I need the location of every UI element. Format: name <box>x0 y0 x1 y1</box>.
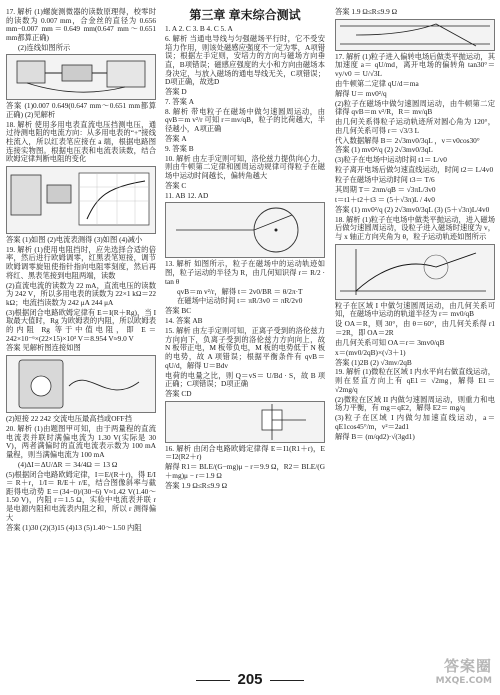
paragraph: 答案 CD <box>165 389 192 399</box>
circle-field-icon <box>166 203 324 257</box>
paragraph: 解得 B＝ (m/qd2)·√(3gd1) <box>335 431 415 441</box>
paragraph: 10. 解析 由左手定则可知，洛伦兹力提供向心力，则由牛顿第二定律和圆周运动规律可得粒子在磁场中运动时间越长，偏转角越大 <box>165 153 325 180</box>
circuit-drawing-icon <box>7 55 155 99</box>
paragraph: 解得 R1＝ BLE/(G−mg)μ − r＝9.9 Ω，R2＝ BLE/(G＋mg)μ − r＝1.9 Ω <box>165 462 325 480</box>
paragraph: 7. 答案 A <box>165 96 194 106</box>
paragraph: 15. 解析 由左手定则可知，正离子受到的洛伦兹力方向向下，负离子受到的洛伦兹力方向向上，故 N 板带正电，M 板带负电，M 板的电势低于 N 板的电势，故 A 项错误；根据平衡条件有 qvB＝qU/d，解得 U＝Bdv <box>165 326 325 370</box>
paragraph: (2)直流电流的读数为 22 mA，直流电压的读数为 242 V，所以多用电表的读数为 22×1 kΩ＝22 kΩ；电流挡读数为 242 μA 244 μA <box>6 280 156 307</box>
paragraph: 答案 (1) mv0²/q (2) 2√3mv0/3qL (3) (5＋√3π)L/4v0 <box>335 204 490 214</box>
paragraph: x＝(mv0/2qB)×(√3＋1) <box>335 347 406 357</box>
paragraph: 答案 1.9 Ω≤R≤9.9 Ω <box>335 7 398 16</box>
paragraph: qvB＝m v²/r，解得 t＝ 2v0/BR ＝ θ/2π·T <box>177 286 303 296</box>
watermark-line1: 答案圈 <box>443 657 492 675</box>
paragraph: (5)根据闭合电路欧姆定律，I＝E/(R＋r)，得 E/I＝ R＋r，1/I＝ R/E＋ r/E，结合图像斜率与截距得电动势 E＝(34−0)/(30−6) V≈1.42 V(1.40～1.50 V)，内阻 r＝1.5 Ω，实验中电流表并联 r 是电源内阻和电流表内阻之和，所以 r 测得偏大 <box>6 469 156 522</box>
paragraph: 19. 解析 (1)使用电阻挡时，应先选择合适的倍率，然后进行欧姆调零，红黑表笔短接，调节欧姆调零旋钮使指针指向电阻零刻度，然后再将红、黑表笔接到电阻两端，读数 <box>6 244 156 280</box>
paragraph: 答案 (1) mv0²/q (2) 2√3mv0/3qL <box>335 145 433 155</box>
paragraph: (2)粒子在磁场中做匀速圆周运动，由牛顿第二定律得 qvB＝m v²/R，R＝ mv/qB <box>335 98 495 117</box>
meter-and-graph-icon <box>7 167 155 233</box>
paragraph: 17. 解析 (1)螺旋测微器的读数原理得，校零时的读数为 0.007 mm，合金丝的直径为 0.656 mm−0.007 mm＝0.649 mm(0.647 mm～0.651 mm都算正确) <box>6 7 156 42</box>
paragraph: 其周期 T＝ 2πm/qB ＝ √3πL/3v0 <box>335 185 436 195</box>
watermark-line2: MXQE.COM <box>435 675 492 686</box>
paragraph: 17. 解析 (1)粒子进入偏转电场后做类平抛运动，其加速度 a＝ qU/md，离开电场的偏转角 tan30°＝ vy/v0 ＝ U/√3L <box>335 51 495 78</box>
watermark-logo <box>412 658 492 688</box>
paragraph: 设 OA＝R，则 30°，由 θ＝60°，由几何关系得 r1＝2R，即 OA＝2R <box>335 319 495 337</box>
multimeter-icon <box>7 356 155 412</box>
deflection-icon <box>336 20 494 50</box>
paragraph: 解得 U＝ mv0²/q <box>335 88 387 98</box>
trajectory-figure <box>335 244 495 300</box>
chapter-title: 第三章 章末综合测试 <box>189 8 301 22</box>
right-column <box>335 8 495 442</box>
paragraph: 14. 答案 AB <box>165 316 203 326</box>
paragraph: 16. 解析 由闭合电路欧姆定律得 E＝I1(R1＋r)，E＝I2(R2＋r) <box>165 443 325 462</box>
paragraph: 18. 解析 使用多用电表直流电压挡测电压，通过待测电阻的电流方向：从多用电表的“+”接线柱流入，所以红表笔应接在 a 端，根据电路图连接实物图。根据电压表和电流表读数，结合欧姆定律判断电阻的变化 <box>6 119 156 164</box>
graph-figure <box>6 166 156 234</box>
circuit-figure <box>6 54 156 100</box>
paragraph: 答案 (1)30 (2)(3)15 (4)13 (5)1.40～1.50 内阻 <box>6 522 142 532</box>
paragraph: 答案 (1)0.007 0.649(0.647 mm～0.651 mm都算正确) (2)见解析 <box>6 101 156 119</box>
paragraph: t＝t1＋t2＋t3 ＝ (5＋√3π)L / 4v0 <box>335 195 435 205</box>
paragraph: 电荷的电量之比，则 Q＝vS＝ U/Bd · S，故 B 项正确；C项错误；D项正确 <box>165 370 325 389</box>
paragraph: 由几何关系可知 OA＝r＝ 3mv0/qB <box>335 337 445 347</box>
paragraph: 答案 A <box>165 133 187 143</box>
magnetic-field-figure <box>165 202 325 258</box>
paragraph: 答案 D <box>165 87 187 97</box>
paragraph: 粒子在磁场中运动时间 t3＝ T/6 <box>335 175 435 185</box>
paragraph: (3)粒子在电场中运动时间 t1＝ L/v0 <box>335 155 447 165</box>
paragraph: 答案 (1)如图 (2)电流表测得 (3)如图 (4)减小 <box>6 234 143 244</box>
force-diagram-icon <box>166 402 324 442</box>
paragraph: 答案 (1)2B (2) √3mv/2qB <box>335 357 412 367</box>
paragraph: 6. 解析 当通电导线与匀强磁场平行时，它不受安培力作用，则该处磁感应强度不一定为零，A项错误；根据左手定则，安培力的方向与磁场方向垂直，B项错误；磁感应强度的大小和方向由磁场本身决定，与放入磁场的通电导线无关，C项错误；D项正确，故选D <box>165 34 325 87</box>
paragraph: (3)粒子在区域 I 内做匀加速直线运动，a＝ qE1cos45°/m，v²＝2ad1 <box>335 413 495 431</box>
paragraph: 18. 解析 (1)粒子在电场中做类平抛运动，进入磁场后做匀速圆周运动，设粒子进入磁场时速度为 v，与 x 轴正方向夹角为 θ，粒子运动轨迹如图所示 <box>335 214 495 242</box>
page-number: 205 <box>237 671 263 688</box>
paragraph: 13. 解析 如图所示，粒子在磁场中的运动轨迹如图，粒子运动的半径为 R，由几何知识得 r＝ R/2 · tan θ <box>165 259 325 286</box>
paragraph: (4)ΔI＝ΔU/ΔR ＝ 34/4Ω ＝ 13 Ω <box>18 459 118 469</box>
paragraph: 在磁场中运动时间 t＝ πR/3v0 ＝ πR/2v0 <box>177 296 303 306</box>
paragraph: 1. A 2. C 3. B 4. C 5. A <box>165 24 233 34</box>
paragraph: 11. AB 12. AD <box>165 190 209 200</box>
paragraph: 19. 解析 (1)微粒在区域 I 内水平向右做直线运动，则在竖直方向上有 qE1＝ √2mg，解得 E1＝ √2mg/q <box>335 367 495 394</box>
paragraph: 答案 BC <box>165 306 192 316</box>
multimeter-figure <box>6 355 156 413</box>
middle-column <box>165 8 325 492</box>
paragraph: 由几何关系得粒子运动轨迹所对圆心角为 120°，由几何关系可得 r＝ √3/3 L <box>335 117 495 135</box>
paragraph: 答案 1.9 Ω≤R≤9.9 Ω <box>165 480 228 490</box>
left-column <box>6 8 156 533</box>
paragraph: 8. 解析 带电粒子在磁场中做匀速圆周运动，由 qvB＝m v²/r 可知 r＝mv/qB，粒子的比荷越大，半径越小，A项正确 <box>165 106 325 134</box>
paragraph: 20. 解析 (1)由题图甲可知，由于两量程的直流电流表并联时满偏电流为 1.30 V(实际是 30 V)，两者满偏时的直流电流表示数为 100 mA 量程，则当满偏电流为 100 mA <box>6 423 156 459</box>
paragraph: 答案 C <box>165 180 187 190</box>
deflection-figure <box>335 19 495 51</box>
paragraph: 由牛顿第二定律 qU/d＝ma <box>335 78 419 88</box>
paragraph: 答案 见解析图连接如图 <box>6 343 81 353</box>
page-number-rule-right <box>270 680 304 681</box>
paragraph: 9. 答案 B <box>165 143 194 153</box>
paragraph: 粒子在区域 I 中做匀速圆周运动，由几何关系可知，在磁场中运动的轨道半径为 r＝ mv0/qB <box>335 300 495 319</box>
paragraph: 粒子离开电场后做匀速直线运动，时间 t2＝ L/4v0 <box>335 165 494 175</box>
paragraph: 代入数据解得 B＝ 2√3mv0/3qL ，v＝v0cos30° <box>335 135 480 145</box>
trajectory-icon <box>336 245 494 299</box>
paragraph: (3)根据闭合电路欧姆定律有 E＝I(R＋Rg)，当 I 取最大值时，Rg 为欧姆表的内阻，所以欧姆表的内阻 Rg 等于中值电阻，即 E＝242×10⁻⁶×(22×15)×10³ V＝8.954 V≈9.0 V <box>6 307 156 343</box>
force-diagram-figure <box>165 401 325 443</box>
paragraph: (2)微粒在区域 II 内做匀速圆周运动，则重力和电场力平衡，有 mg＝qE2，解得 E2＝ mg/q <box>335 394 495 413</box>
paragraph: (2)短接 22 242 交流电压最高挡或OFF挡 <box>6 414 132 424</box>
paragraph: (2)连线如图所示 <box>18 42 71 52</box>
